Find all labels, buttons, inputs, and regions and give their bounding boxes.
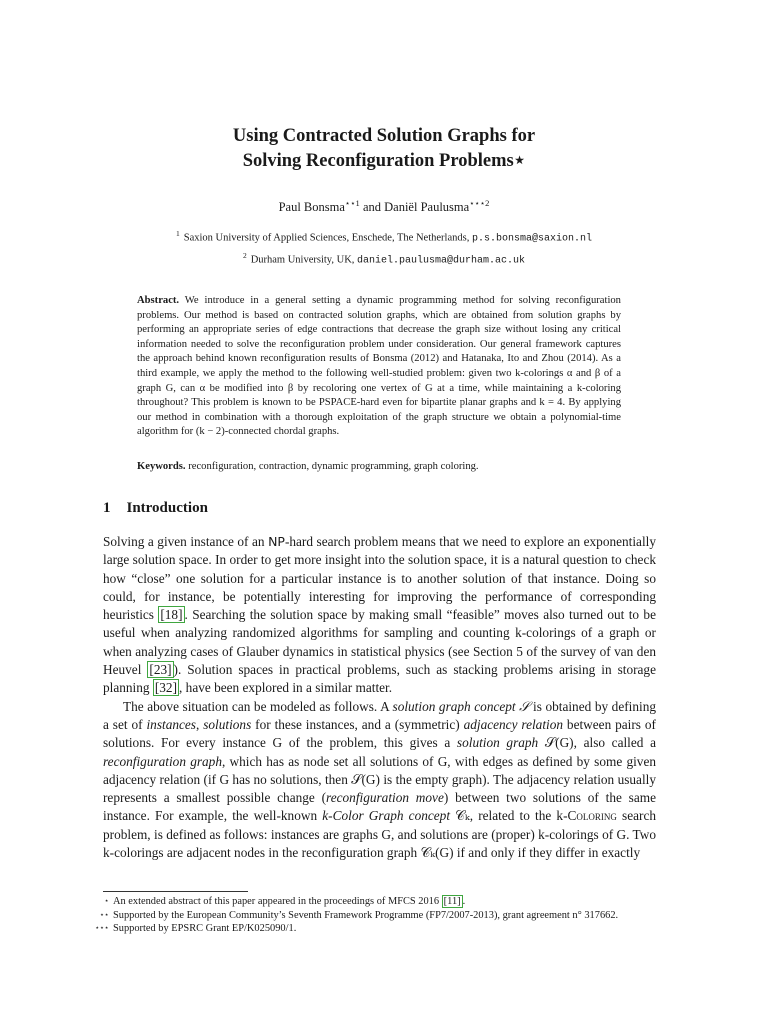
affiliation-number: 2 (242, 250, 247, 260)
text-run: -hard search problem means that we need to explore an exponentially large solution space. In order to get more insight into the solution space, it is a natural question to check how “close” one solution for a particular instance is to another solution of that instance. Doing so could, for instance, be potentially interesting for improving the performance of corresponding heuristics (103, 534, 656, 623)
text-run: ) between two solutions of the same instance. For example, the well-known (103, 790, 656, 824)
keywords-label: Keywords. (137, 461, 186, 472)
paragraph-1 (103, 533, 656, 698)
text-run: . Searching the solution space by making small “feasible” moves also turned out to be useful when analyzing randomized algorithms for sampling and counting k-colorings of a graph or when analyzing cases of Glauber dynamics in statistical physics (see Section 5 of the survey of van den Heuvel (103, 607, 656, 678)
footnote-2 (93, 909, 656, 923)
text-run: , which has as node set all solutions of G, with edges as defined by some given adjacency relation (if G has no solutions, then 𝒮(G) is the empty graph). The adjacency relation usually represents a smallest possible change ( (103, 753, 656, 806)
keywords-text: reconfiguration, contraction, dynamic programming, graph coloring. (188, 461, 479, 472)
affiliation-number: 1 (176, 229, 180, 238)
text-run: Solving a given instance of an (103, 534, 269, 549)
text-run: 𝒞ₖ, related to the k- (450, 808, 568, 824)
emphasis: solutions (203, 716, 252, 732)
footnote-text (113, 895, 656, 909)
abstract (137, 294, 621, 440)
author-separator: and (359, 200, 385, 215)
citation-link[interactable]: [32] (154, 680, 178, 696)
text-run: search problem, is defined as follows: instances are graphs G, and solutions are (proper) k-colorings of G. Two k-colorings are adjacent nodes in the reconfiguration graph 𝒞ₖ(G) if and only if they differ in exactly (103, 808, 657, 861)
emphasis: solution graph (456, 735, 539, 751)
footnotes (93, 895, 656, 936)
emphasis: reconfiguration move (326, 790, 444, 806)
section-title: Introduction (126, 500, 208, 516)
affiliations (0, 226, 768, 269)
footnote-rule (103, 891, 248, 892)
text-run: An extended abstract of this paper appeared in the proceedings of MFCS 2016 (113, 896, 442, 907)
text-run: NP (268, 534, 285, 549)
email-link[interactable]: p.s.bonsma@saxion.nl (471, 233, 592, 245)
abstract-text: We introduce in a general setting a dynamic programming method for solving reconfiguration problems. Our method is based on contracted solution graphs, which are obtained from solution graphs by performing an appropriate series of edge contractions that decrease the graph size without losing any critical information needed to solve the reconfiguration problem under consideration. Our general framework captures the approach behind known reconfiguration results of Bonsma (2012) and Hatanaka, Ito and Zhou (2014). As a third example, we apply the method to the following well-studied problem: given two k-colorings α and β of a graph G, can α be modified into β by recoloring one vertex of G at a time, while maintaining a k-coloring throughout? This problem is known to be PSPACE-hard even for bipartite planar graphs and k = 4. By applying our method in combination with a thorough exploitation of the graph structure we obtain a polynomial-time algorithm for (k − 2)-connected chordal graphs. (137, 295, 621, 438)
section-number: 1 (103, 500, 111, 516)
affiliation-2 (0, 248, 768, 270)
footnote-text: Supported by EPSRC Grant EP/K025090/1. (113, 923, 297, 935)
paragraph-2 (103, 698, 656, 863)
citation-link[interactable]: [18] (160, 607, 183, 623)
text-run: for these instances, and a (symmetric) (251, 716, 464, 732)
author-1: Paul Bonsma (278, 200, 345, 215)
footnote-mark: ⋆⋆ (99, 909, 109, 919)
author-line (0, 198, 768, 215)
text-run: 𝒮(G), also called a (538, 735, 656, 751)
author-1-marks: ⋆⋆1 (344, 198, 360, 208)
emphasis: k-Color Graph concept (322, 808, 451, 824)
body-text (103, 533, 656, 862)
text-run: , (195, 716, 204, 732)
text-run: . (462, 896, 466, 907)
citation-link[interactable]: [23] (149, 662, 172, 678)
text-run: ). Solution spaces in practical problems, such as stacking problems arising in storage planning (103, 662, 656, 696)
title-line-1: Using Contracted Solution Graphs for (232, 126, 536, 146)
small-caps-term: Coloring (567, 808, 617, 824)
author-2: Daniël Paulusma (384, 200, 470, 215)
author-2-marks: ⋆⋆⋆2 (469, 198, 490, 208)
emphasis: reconfiguration graph (103, 753, 222, 769)
emphasis: adjacency relation (463, 716, 564, 732)
emphasis: solution graph concept 𝒮 (392, 698, 530, 714)
emphasis: instances (146, 716, 196, 732)
affiliation-1 (0, 226, 768, 248)
footnote-text: Supported by the European Community’s Seventh Framework Programme (FP7/2007-2013), grant agreement n° 317662. (113, 909, 619, 921)
text-run: The above situation can be modeled as follows. A (123, 698, 393, 714)
keywords (137, 460, 621, 475)
paper-title (0, 124, 768, 174)
footnote-mark: ⋆ (104, 896, 109, 905)
footnote-3 (93, 922, 656, 936)
affiliation-text: Durham University, UK, (250, 254, 355, 265)
footnote-1 (93, 895, 656, 909)
citation-link[interactable]: [11] (443, 896, 461, 907)
text-run: between pairs of solutions. For every instance G of the problem, this gives a (103, 716, 656, 751)
text-run: is obtained by defining a set of (103, 698, 656, 732)
affiliation-text: Saxion University of Applied Sciences, Enschede, The Netherlands, (183, 232, 470, 244)
title-line-2: Solving Reconfiguration Problems⋆ (242, 151, 526, 171)
abstract-label: Abstract. (137, 295, 180, 306)
email-link[interactable]: daniel.paulusma@durham.ac.uk (357, 255, 526, 266)
footnote-mark: ⋆⋆⋆ (94, 923, 109, 933)
section-heading (103, 500, 208, 517)
text-run: , have been explored in a similar matter. (179, 680, 393, 696)
